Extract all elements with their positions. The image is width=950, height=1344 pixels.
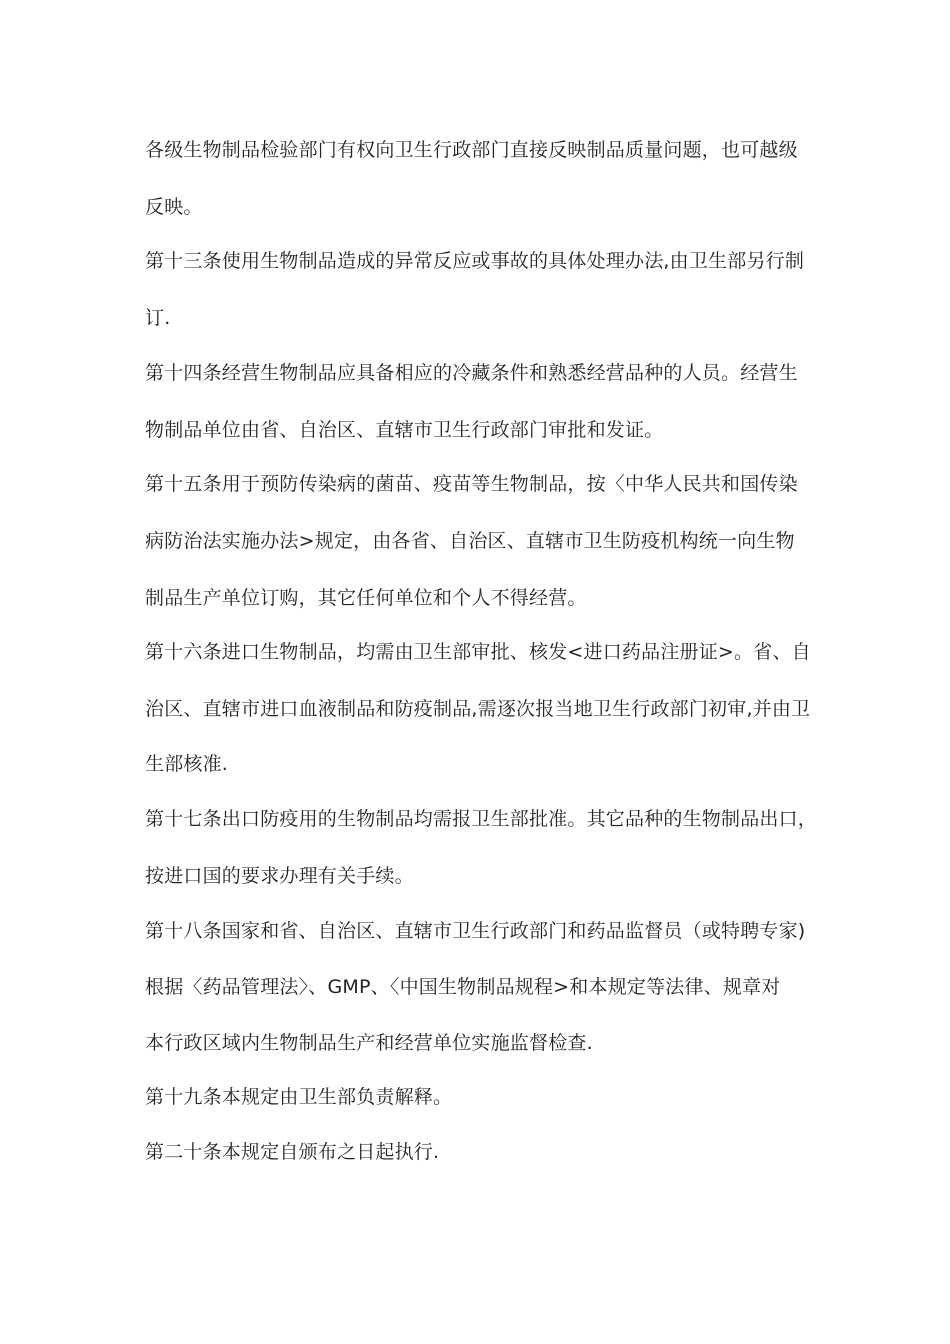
text-line-9: 制品生产单位订购，其它任何单位和个人不得经营。 <box>145 587 587 609</box>
text-line-7: 第十五条用于预防传染病的菌苗、疫苗等生物制品，按〈中华人民共和国传染 <box>145 473 798 495</box>
text-line-5: 第十四条经营生物制品应具备相应的冷藏条件和熟悉经营品种的人员。经营生 <box>145 362 798 384</box>
text-line-1: 各级生物制品检验部门有权向卫生行政部门直接反映制品质量问题，也可越级 <box>145 139 798 161</box>
text-line-16: 根据〈药品管理法〉、GMP、〈中国生物制品规程>和本规定等法律、规章对 <box>145 976 781 998</box>
text-line-6: 物制品单位由省、自治区、直辖市卫生行政部门审批和发证。 <box>145 419 664 441</box>
text-line-17: 本行政区域内生物制品生产和经营单位实施监督检查. <box>145 1032 593 1054</box>
text-line-15: 第十八条国家和省、自治区、直辖市卫生行政部门和药品监督员（或特聘专家) <box>145 920 806 942</box>
text-line-10: 第十六条进口生物制品，均需由卫生部审批、核发<进口药品注册证>。省、自 <box>145 641 811 663</box>
text-line-18: 第十九条本规定由卫生部负责解释。 <box>145 1086 453 1108</box>
text-line-8: 病防治法实施办法>规定，由各省、自治区、直辖市卫生防疫机构统一向生物 <box>145 530 795 552</box>
text-line-13: 第十七条出口防疫用的生物制品均需报卫生部批准。其它品种的生物制品出口， <box>145 808 818 830</box>
text-line-4: 订. <box>145 307 171 329</box>
text-line-2: 反映。 <box>145 196 203 218</box>
text-line-12: 生部核准. <box>145 753 229 775</box>
text-line-11: 治区、直辖市进口血液制品和防疫制品,需逐次报当地卫生行政部门初审,并由卫 <box>145 698 811 720</box>
text-line-14: 按进口国的要求办理有关手续。 <box>145 865 414 887</box>
text-line-19: 第二十条本规定自颁布之日起执行. <box>145 1141 440 1163</box>
text-line-3: 第十三条使用生物制品造成的异常反应或事故的具体处理办法,由卫生部另行制 <box>145 250 805 272</box>
